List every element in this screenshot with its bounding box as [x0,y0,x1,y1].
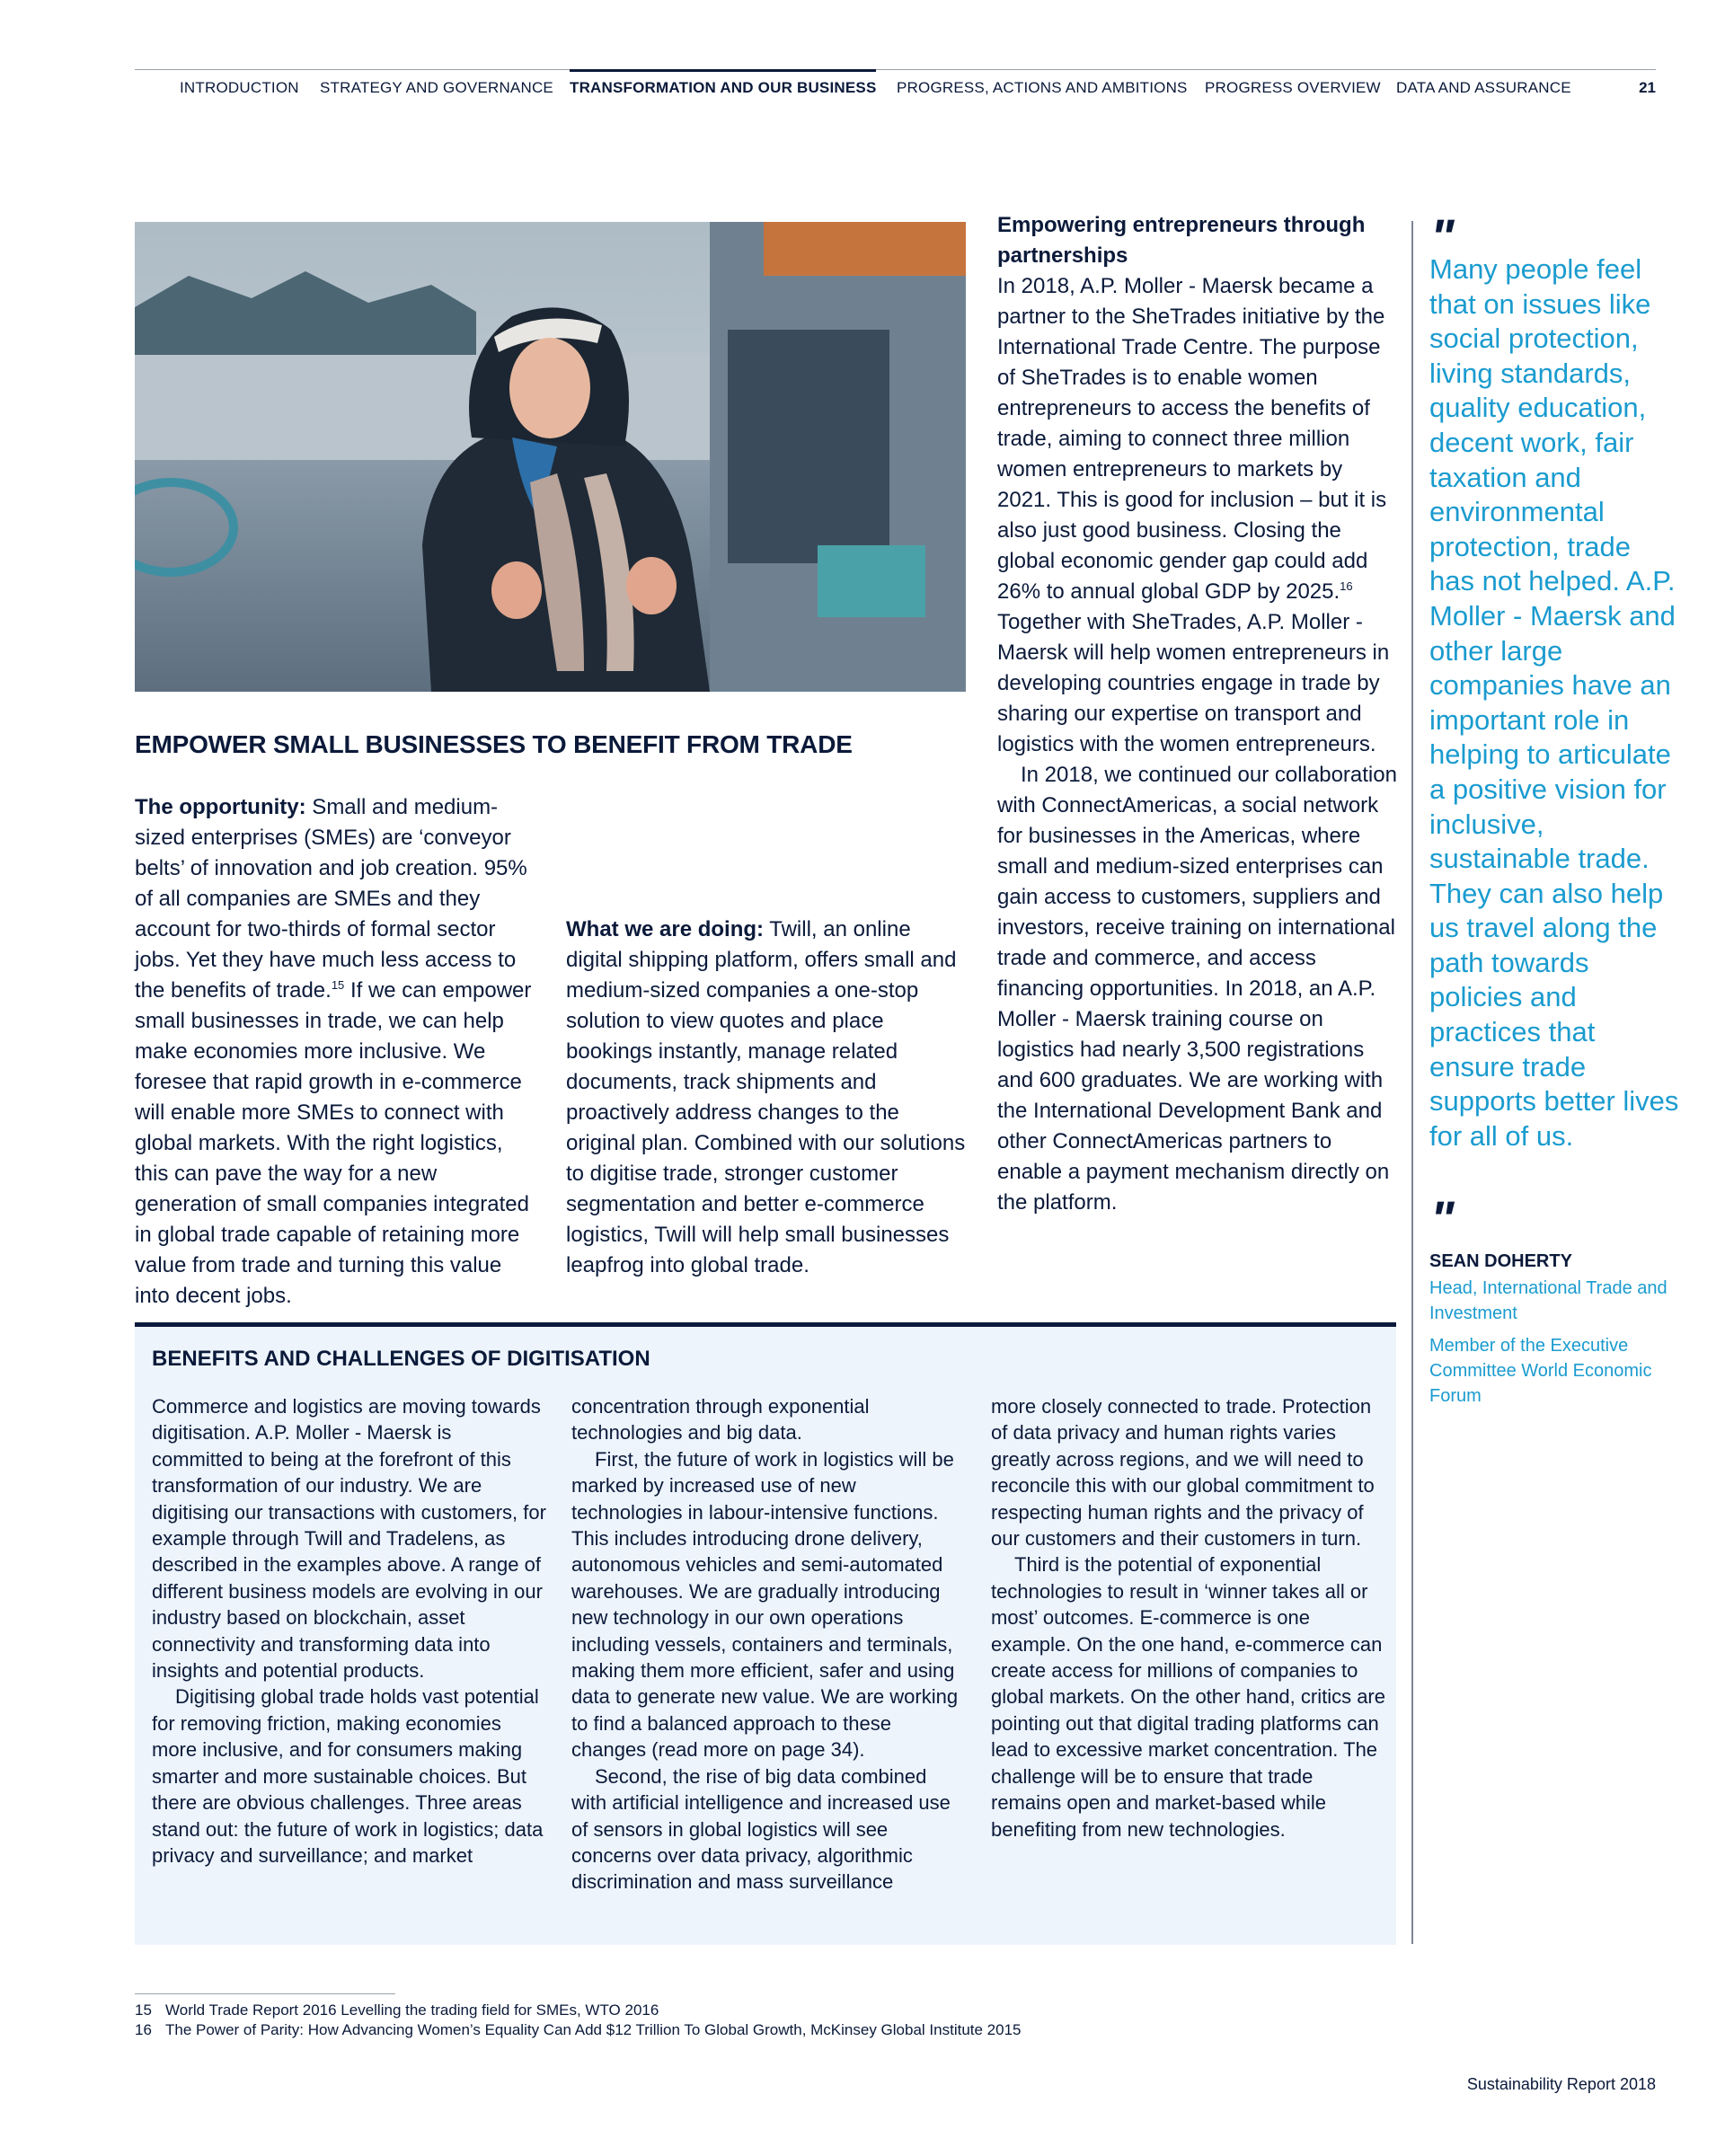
benefits-challenges-panel [135,1322,1396,1945]
footnotes [135,2001,1022,2040]
benefits-column-3 [991,1393,1386,1842]
benefits-column-2 [571,1393,967,1895]
footnote-ref-16: 16 [1340,579,1353,593]
footnote-ref-15: 15 [331,978,345,992]
nav-item-strategy-governance[interactable]: STRATEGY AND GOVERNANCE [320,79,553,96]
benefits-col1-para2: Digitising global trade holds vast potential for removing friction, making economies more inclusive, and for consumers making smarter and more sustainable choices. But there are obvious challenges. Three areas stand out: the future of work in logistics; data privacy and surveillance; and market [152,1685,544,1867]
quote-author-title: Head, International Trade and Investment [1429,1278,1668,1323]
partnerships-para1: In 2018, A.P. Moller - Maersk became a partner to the SheTrades initiative by the International Trade Centre. The purpose of SheTrades is to enable women entrepreneurs to access the benefits of trade, aiming to connect three million women entrepreneurs to markets by 2021. This is good for inclusion – but it is also just good business. Closing the global economic gender gap could add 26% to annual global GDP by 2025. [997,274,1387,604]
benefits-title: BENEFITS AND CHALLENGES OF DIGITISATION [152,1347,650,1371]
benefits-col3-para1: more closely connected to trade. Protection of data privacy and human rights varies greatly across regions, and we will need to reconcile this with our global commitment to respecting human rights and the privacy of our customers and their customers in turn. [991,1395,1375,1551]
opportunity-label: The opportunity: [135,795,306,819]
benefits-column-1 [152,1393,547,1869]
benefits-col2-para3: Second, the rise of big data combined with artificial intelligence and increased use of sensors in global logistics will see concerns over data privacy, algorithmic discrimination and mass surveillance [571,1764,951,1894]
page-number: 21 [1639,79,1656,96]
quote-author-membership: Member of the Executive Committee World Economic Forum [1429,1336,1652,1406]
opportunity-text-continued: If we can empower small businesses in trade, we can help make economies more inclusive. We foresee that rapid growth in e-commerce will enable more SMEs to connect with global markets. With the right logistics, this can pave the way for a new generation of small companies integrated in global trade capable of retaining more value from trade and turning this value into decent jobs. [135,978,532,1308]
doing-column [566,915,970,1281]
open-quote-icon: " [1430,208,1455,265]
close-quote-icon: " [1430,1190,1455,1247]
doing-text: Twill, an online digital shipping platform, offers small and medium-sized companies a one-stop solution to view quotes and place bookings instantly, manage related documents, track shipments and proactively address changes to the original plan. Combined with our solutions to digitise trade, stronger customer segmentation and better e-commerce logistics, Twill will help small businesses leapfrog into global trade. [566,917,966,1277]
pull-quote: Many people feel that on issues like social protection, living standards, quality education, decent work, fair taxation and environmental protection, trade has not helped. A.P. Moller - Maersk and other large companies have an important role in helping to articulate a positive vision for inclusive, sustainable trade. They can also help us travel along the path towards policies and practices that ensure trade supports better lives for all of us. [1429,253,1679,1152]
quote-author-name: SEAN DOHERTY [1429,1251,1572,1271]
benefits-col1-para1: Commerce and logistics are moving towards digitisation. A.P. Moller - Maersk is committed to being at the forefront of this transformation of our industry. We are digitising our transactions with customers, for example through Twill and Tradelens, as described in the examples above. A range of different business models are evolving in our industry based on blockchain, asset connectivity and transforming data into insights and potential products. [152,1395,546,1683]
fisherwoman-photo [135,222,966,692]
footnote-16: 16 The Power of Parity: How Advancing Women’s Equality Can Add $12 Trillion To Global Growth, McKinsey Global Institute 2015 [135,2021,1022,2038]
nav-item-introduction[interactable]: INTRODUCTION [180,79,299,96]
partnerships-heading: Empowering entrepreneurs through partnerships [997,213,1366,268]
benefits-col3-para2: Third is the potential of exponential technologies to result in ‘winner takes all or most’ outcomes. E-commerce is one example. On the one hand, e-commerce can create access for millions of companies to global markets. On the other hand, critics are pointing out that digital trading platforms can lead to excessive market concentration. The challenge will be to ensure that trade remains open and market-based while benefiting from new technologies. [991,1553,1385,1841]
nav-item-progress-overview[interactable]: PROGRESS OVERVIEW [1205,79,1381,96]
opportunity-column [135,792,539,1312]
partnerships-para2: In 2018, we continued our collaboration with ConnectAmericas, a social network for businesses in the Americas, where small and medium-sized enterprises can gain access to customers, suppliers and investors, receive training on international trade and commerce, and access financing opportunities. In 2018, an A.P. Moller - Maersk training course on logistics had nearly 3,500 registrations and 600 graduates. We are working with the International Development Bank and other ConnectAmericas partners to enable a payment mechanism directly on the platform. [997,763,1397,1215]
nav-item-progress-actions[interactable]: PROGRESS, ACTIONS AND AMBITIONS [897,79,1188,96]
nav-item-data-assurance[interactable]: DATA AND ASSURANCE [1396,79,1571,96]
opportunity-text: Small and medium-sized enterprises (SMEs) are ‘conveyor belts’ of innovation and job creation. 95% of all companies are SMEs and they account for two-thirds of formal sector jobs. Yet they have much less access to the benefits of trade. [135,795,527,1003]
section-title: EMPOWER SMALL BUSINESSES TO BENEFIT FROM TRADE [135,730,853,758]
quote-divider [1411,221,1413,1944]
doing-label: What we are doing: [566,917,765,941]
nav-item-transformation[interactable]: TRANSFORMATION AND OUR BUSINESS [570,79,877,96]
benefits-col2-para1: concentration through exponential technologies and big data. [571,1395,870,1445]
partnerships-column [997,210,1402,1218]
footnote-15: 15 World Trade Report 2016 Levelling the trading field for SMEs, WTO 2016 [135,2001,659,2019]
footnote-divider [135,1993,395,1994]
report-name: Sustainability Report 2018 [1466,2075,1656,2093]
partnerships-para1-continued: Together with SheTrades, A.P. Moller - Maersk will help women entrepreneurs in developing countries engage in trade by sharing our expertise on transport and logistics with the women entrepreneurs. [997,610,1390,756]
top-navigation [135,69,1656,101]
benefits-col2-para2: First, the future of work in logistics will be marked by increased use of new technologies in labour-intensive functions. This includes introducing drone delivery, autonomous vehicles and semi-automated warehouses. We are gradually introducing new technology in our own operations including vessels, containers and terminals, making them more efficient, safer and using data to generate new value. We are working to find a balanced approach to these changes (read more on page 34). [571,1447,959,1762]
quote-author-role [1429,1276,1690,1409]
